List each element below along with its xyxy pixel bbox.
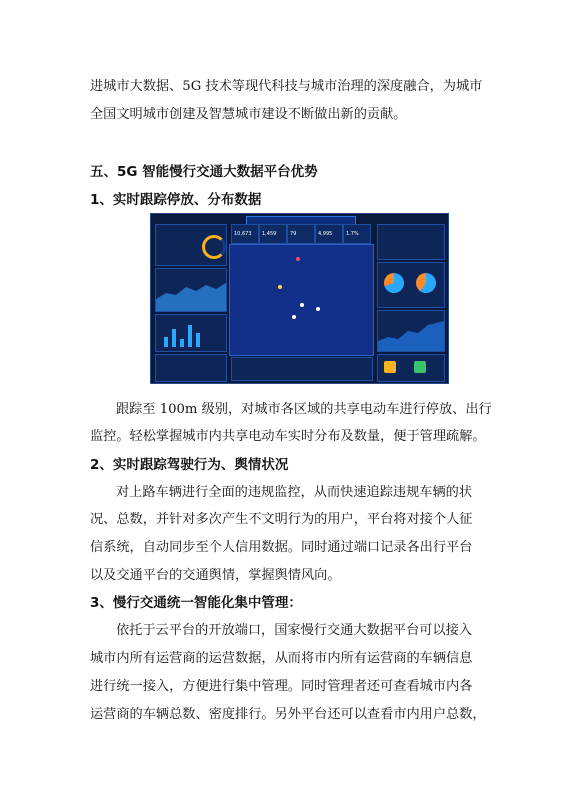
section-title: 五、5G 智能慢行交通大数据平台优势 xyxy=(90,164,318,180)
line-area xyxy=(378,321,444,351)
panel-line-chart xyxy=(377,310,445,352)
map-panel xyxy=(229,244,374,356)
map-marker xyxy=(296,257,300,261)
map-marker xyxy=(316,307,320,311)
bar xyxy=(180,339,184,347)
panel-pies xyxy=(377,262,445,308)
sub3-line-2: 城市内所有运营商的运营数据，从而将市内所有运营商的车辆信息 xyxy=(90,651,473,666)
bar xyxy=(164,337,168,347)
sub3-line-4: 运营商的车辆总数、密度排行。另外平台还可以查看市内用户总数， xyxy=(90,707,486,722)
stat-value: 10,673 xyxy=(234,231,252,237)
bar xyxy=(172,329,176,347)
panel-list xyxy=(155,354,227,382)
pie-chart xyxy=(416,273,436,293)
stat-value: 4,995 xyxy=(318,231,333,237)
panel-top-right xyxy=(377,224,445,260)
sub3-line-3: 进行统一接入，方便进行集中管理。同时管理者还可查看城市内各 xyxy=(90,679,473,694)
bar xyxy=(196,333,200,347)
panel-top-left xyxy=(155,224,227,266)
stat-box xyxy=(287,224,315,244)
sub2-line-3: 信系统，自动同步至个人信用数据。同时通过端口记录各出行平台 xyxy=(90,540,473,555)
stat-value: 1,459 xyxy=(262,231,277,237)
stat-box xyxy=(259,224,287,244)
intro-line-2: 全国文明城市创建及智慧城市建设不断做出新的贡献。 xyxy=(90,107,407,122)
sub1-line-1: 跟踪至 100m 级别，对城市各区域的共享电动车进行停放、出行 xyxy=(116,402,492,417)
area-shape xyxy=(156,283,226,311)
panel-table xyxy=(231,357,373,381)
intro-line-1: 进城市大数据、5G 技术等现代科技与城市治理的深度融合，为城市 xyxy=(90,79,483,94)
map-marker xyxy=(300,303,304,307)
sub2-line-2: 况、总数，并针对多次产生不文明行为的用户，平台将对接个人征 xyxy=(90,512,473,527)
app-icon xyxy=(414,361,426,373)
panel-app-icons xyxy=(377,354,445,382)
stat-box xyxy=(315,224,343,244)
subsection-1-title: 1、实时跟踪停放、分布数据 xyxy=(90,192,262,208)
panel-bar-chart xyxy=(155,314,227,352)
sub3-line-1: 依托于云平台的开放端口，国家慢行交通大数据平台可以接入 xyxy=(116,623,473,638)
sub1-line-2: 监控。轻松掌握城市内共享电动车实时分布及数量，便于管理疏解。 xyxy=(90,429,486,444)
app-icon xyxy=(384,361,396,373)
bar xyxy=(188,325,192,347)
panel-area-chart xyxy=(155,268,227,312)
stat-box xyxy=(343,224,371,244)
stat-value: 79 xyxy=(290,231,297,237)
stat-value: 1.7% xyxy=(346,231,359,237)
stat-box xyxy=(231,224,259,244)
gauge-ring xyxy=(202,235,226,259)
sub2-line-1: 对上路车辆进行全面的违规监控，从而快速追踪违规车辆的状 xyxy=(116,485,473,500)
dashboard-image xyxy=(150,213,449,384)
map-marker xyxy=(292,315,296,319)
line-chart xyxy=(378,311,444,351)
subsection-3-title: 3、慢行交通统一智能化集中管理： xyxy=(90,595,302,611)
map-marker xyxy=(278,285,282,289)
pie-chart xyxy=(384,273,404,293)
subsection-2-title: 2、实时跟踪驾驶行为、舆情状况 xyxy=(90,457,289,473)
area-chart xyxy=(156,269,226,311)
sub2-line-4: 以及交通平台的交通舆情，掌握舆情风向。 xyxy=(90,568,341,583)
